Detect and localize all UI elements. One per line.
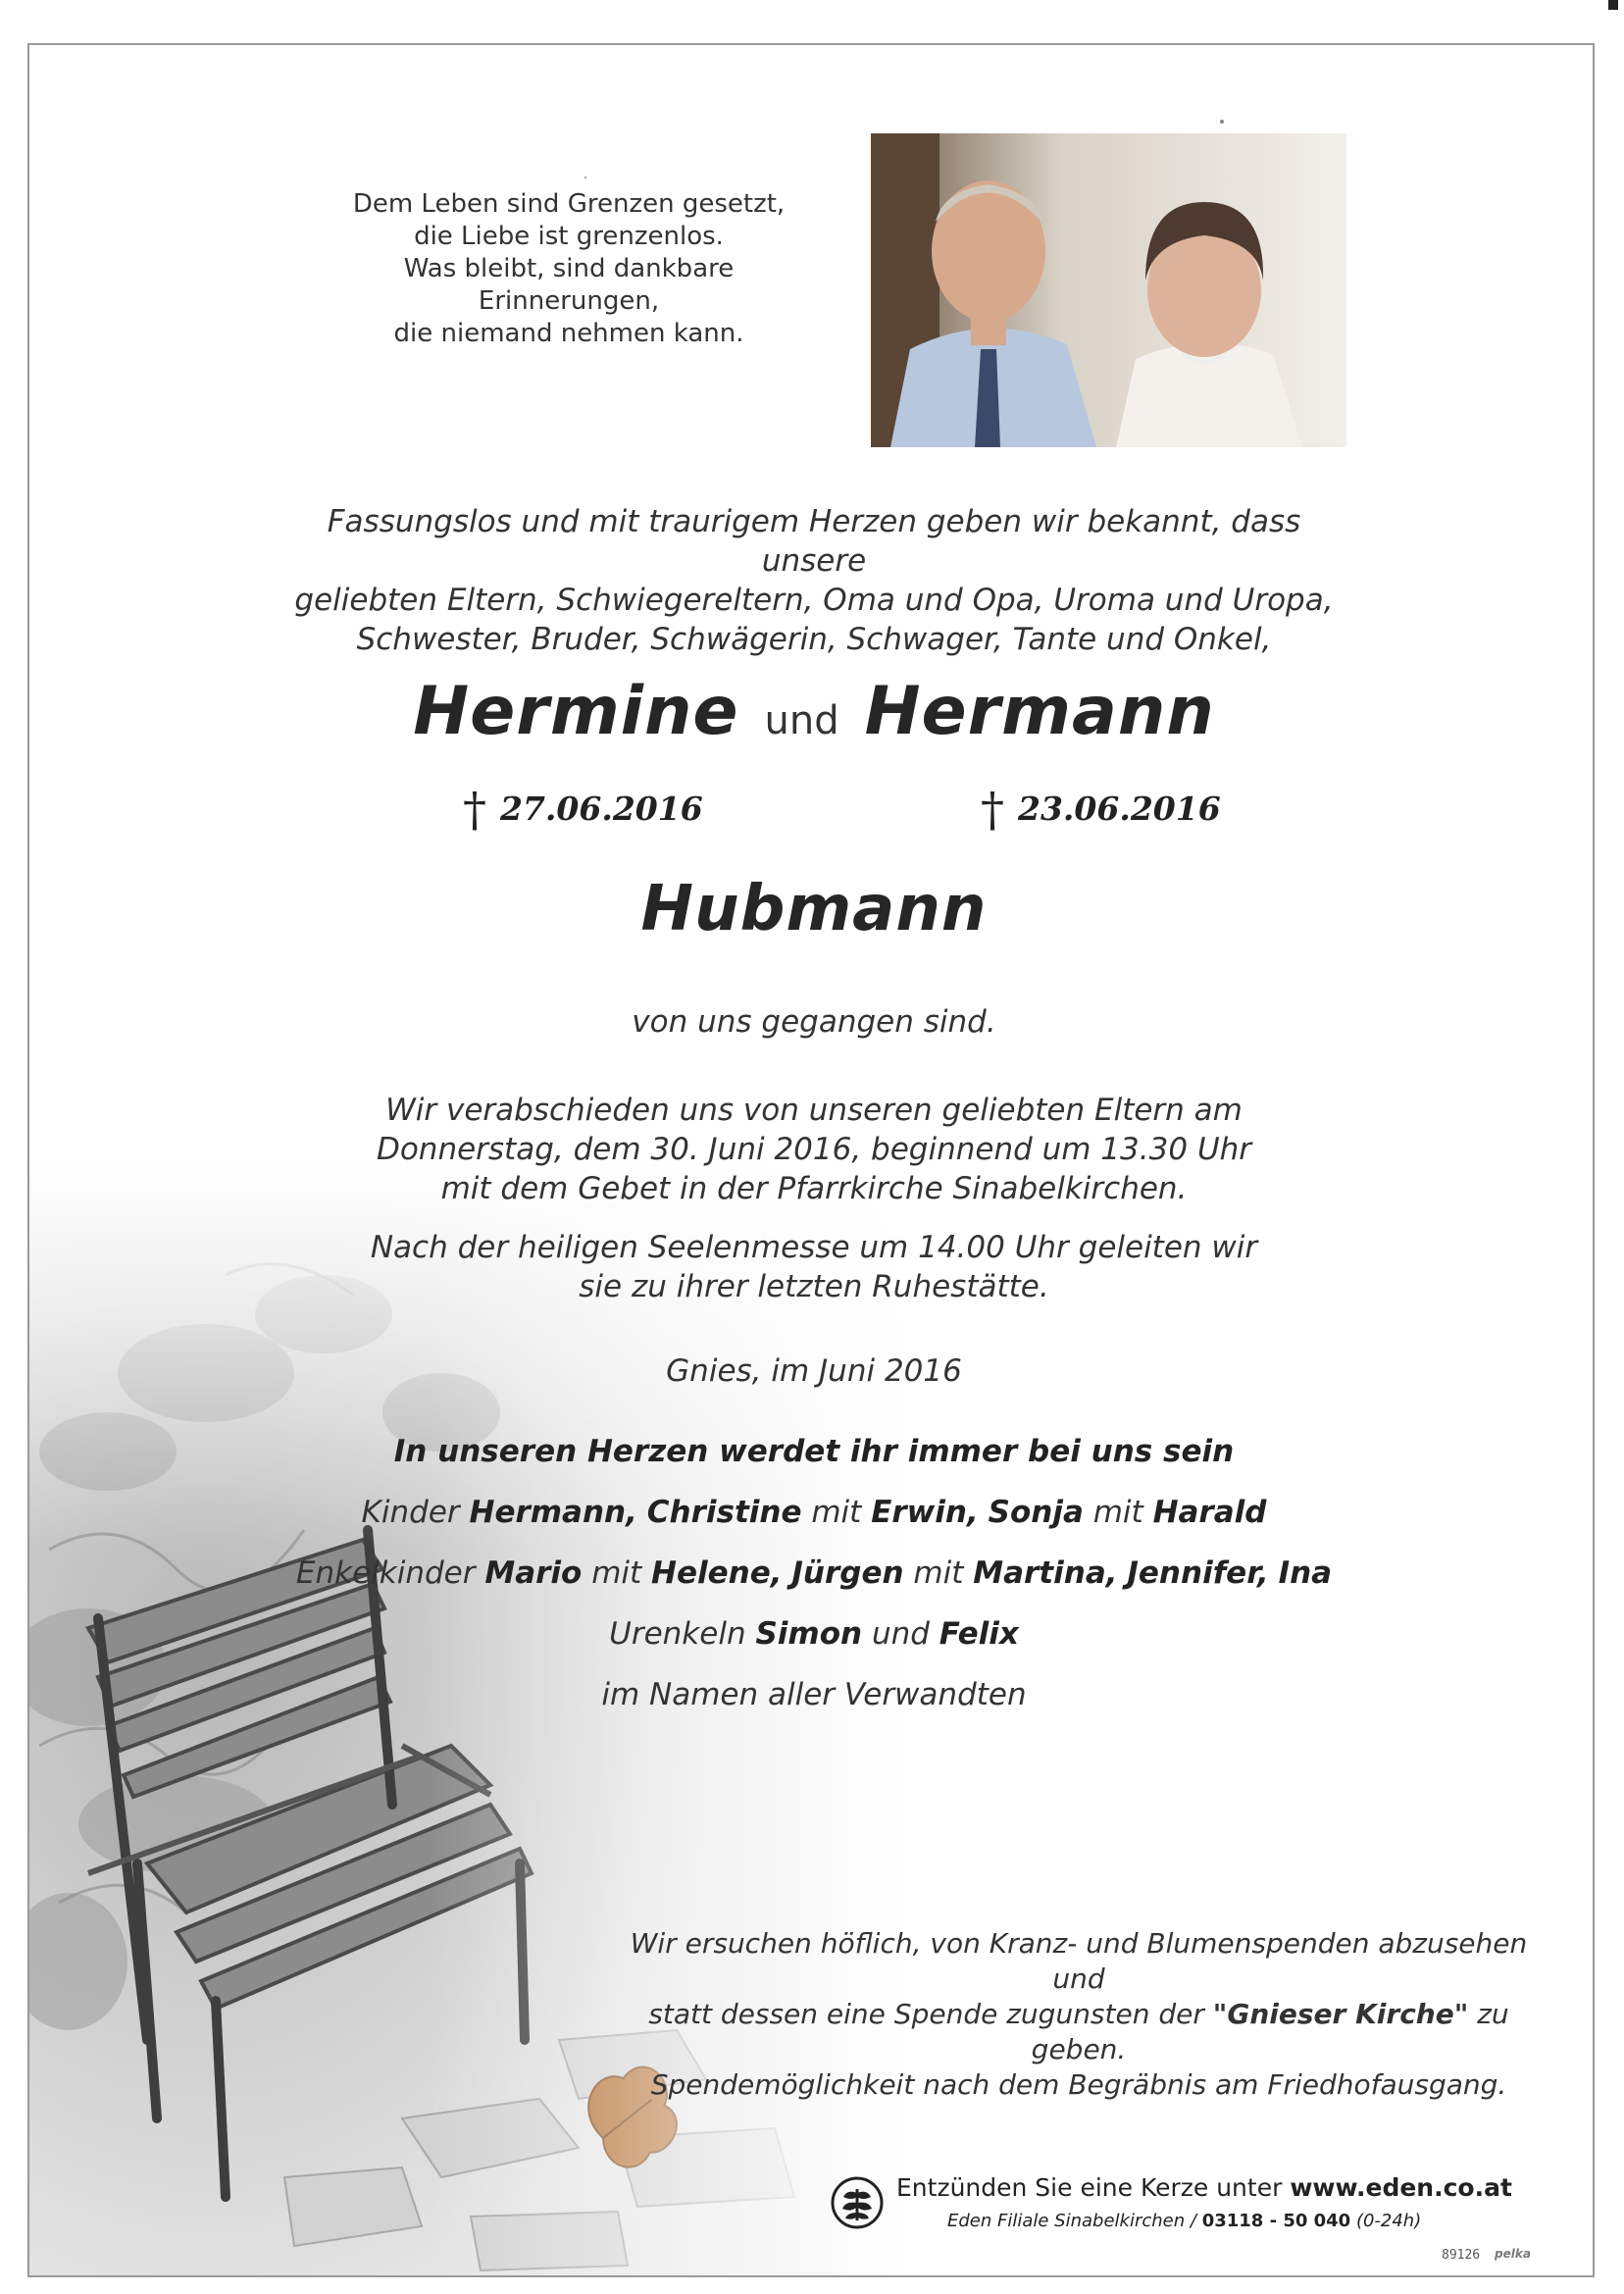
ceremony-details bbox=[324, 1091, 1304, 1208]
family-name: Harald bbox=[1152, 1495, 1267, 1530]
family-relatives: im Namen aller Verwandten bbox=[601, 1677, 1027, 1712]
eden-hours: (0-24h) bbox=[1355, 2211, 1422, 2231]
quote-line: die niemand nehmen kann. bbox=[393, 319, 744, 348]
eden-website-link[interactable]: www.eden.co.at bbox=[1290, 2173, 1512, 2202]
eden-logo-icon bbox=[830, 2175, 885, 2230]
death-date-2 bbox=[981, 783, 1221, 838]
family-heading: In unseren Herzen werdet ihr immer bei uns sein bbox=[393, 1434, 1235, 1469]
connector-word: mit bbox=[1092, 1495, 1143, 1530]
family-name: Jürgen bbox=[791, 1555, 904, 1591]
death-date-1 bbox=[463, 783, 703, 838]
couple-photo bbox=[871, 133, 1346, 447]
family-name: Jennifer, bbox=[1127, 1555, 1269, 1591]
names-connector: und bbox=[764, 698, 839, 743]
memorial-quote bbox=[324, 188, 814, 350]
eden-footer bbox=[830, 2173, 1512, 2242]
connector-word: mit bbox=[913, 1555, 964, 1591]
date-value: 27.06.2016 bbox=[500, 790, 703, 828]
quote-line: Erinnerungen, bbox=[478, 286, 660, 316]
children-label: Kinder bbox=[361, 1495, 460, 1530]
family-name: Helene, bbox=[651, 1555, 783, 1591]
family-name: Simon bbox=[755, 1616, 863, 1652]
first-name-1: Hermine bbox=[413, 673, 739, 750]
donation-note bbox=[618, 1926, 1540, 2103]
family-name: Felix bbox=[939, 1616, 1019, 1652]
scan-corner-mark bbox=[1608, 0, 1618, 10]
church-name: "Gnieser Kirche" bbox=[1212, 1998, 1469, 2030]
intro-line: Fassungslos und mit traurigem Herzen geben wir bekannt, dass unsere bbox=[327, 504, 1301, 579]
eden-text: Entzünden Sie eine Kerze unter bbox=[896, 2173, 1283, 2202]
note-line: Wir ersuchen höflich, von Kranz- und Blumenspenden abzusehen und bbox=[630, 1927, 1528, 1995]
gone-text: von uns gegangen sind. bbox=[632, 1004, 996, 1040]
ceremony-line: Donnerstag, dem 30. Juni 2016, beginnend um 13.30 Uhr bbox=[376, 1132, 1252, 1167]
ceremony-line: sie zu ihrer letzten Ruhestätte. bbox=[579, 1269, 1049, 1304]
family-name: Sonja bbox=[988, 1495, 1084, 1530]
connector-word: und bbox=[871, 1616, 930, 1652]
first-name-2: Hermann bbox=[864, 673, 1215, 750]
family-grandchildren bbox=[245, 1555, 1383, 1591]
connector-word: mit bbox=[591, 1555, 642, 1591]
note-text: zu geben. bbox=[1031, 1998, 1509, 2065]
connector-word: mit bbox=[811, 1495, 862, 1530]
bench-background-image bbox=[29, 1157, 912, 2275]
deceased-names bbox=[324, 673, 1304, 750]
eden-candle-text bbox=[896, 2173, 1512, 2202]
ceremony-line: Wir verabschieden uns von unseren geliebten Eltern am bbox=[385, 1093, 1243, 1128]
family-name: Mario bbox=[484, 1555, 583, 1591]
intro-line: geliebten Eltern, Schwiegereltern, Oma und Opa, Uroma und Uropa, bbox=[294, 583, 1334, 618]
eden-branch: Eden Filiale Sinabelkirchen / bbox=[947, 2211, 1196, 2231]
note-text: statt dessen eine Spende zugunsten der bbox=[648, 1998, 1204, 2030]
announcement-intro bbox=[275, 502, 1353, 659]
family-great-grandchildren bbox=[245, 1616, 1383, 1652]
eden-phone: 03118 - 50 040 bbox=[1201, 2211, 1351, 2231]
place-date: Gnies, im Juni 2016 bbox=[666, 1353, 962, 1389]
surname: Hubmann bbox=[640, 873, 988, 945]
print-code: 89126 bbox=[1442, 2248, 1481, 2263]
burial-details bbox=[324, 1228, 1304, 1306]
ceremony-line: mit dem Gebet in der Pfarrkirche Sinabelkirchen. bbox=[440, 1171, 1188, 1206]
grandchildren-label: Enkelkinder bbox=[295, 1555, 476, 1591]
family-name: Christine bbox=[646, 1495, 802, 1530]
date-value: 23.06.2016 bbox=[1018, 790, 1221, 828]
print-brand: pelka bbox=[1495, 2247, 1531, 2261]
cross-icon: † bbox=[463, 783, 486, 838]
cross-icon: † bbox=[981, 783, 1004, 838]
intro-line: Schwester, Bruder, Schwägerin, Schwager, Tante und Onkel, bbox=[356, 622, 1272, 657]
scan-dot bbox=[584, 177, 586, 178]
family-name: Martina, bbox=[973, 1555, 1118, 1591]
great-grandchildren-label: Urenkeln bbox=[609, 1616, 746, 1652]
family-name: Erwin, bbox=[871, 1495, 979, 1530]
quote-line: Dem Leben sind Grenzen gesetzt, bbox=[352, 189, 786, 219]
family-name: Hermann, bbox=[469, 1495, 637, 1530]
eden-branch-text bbox=[947, 2211, 1421, 2231]
note-line bbox=[618, 1997, 1540, 2067]
note-line: Spendemöglichkeit nach dem Begräbnis am Friedhofausgang. bbox=[650, 2068, 1507, 2101]
quote-line: Was bleibt, sind dankbare bbox=[403, 254, 735, 283]
quote-line: die Liebe ist grenzenlos. bbox=[414, 222, 724, 251]
scan-dot bbox=[1220, 120, 1224, 124]
ceremony-line: Nach der heiligen Seelenmesse um 14.00 Uhr geleiten wir bbox=[370, 1230, 1258, 1265]
family-name: Ina bbox=[1278, 1555, 1333, 1591]
family-children bbox=[245, 1495, 1383, 1530]
